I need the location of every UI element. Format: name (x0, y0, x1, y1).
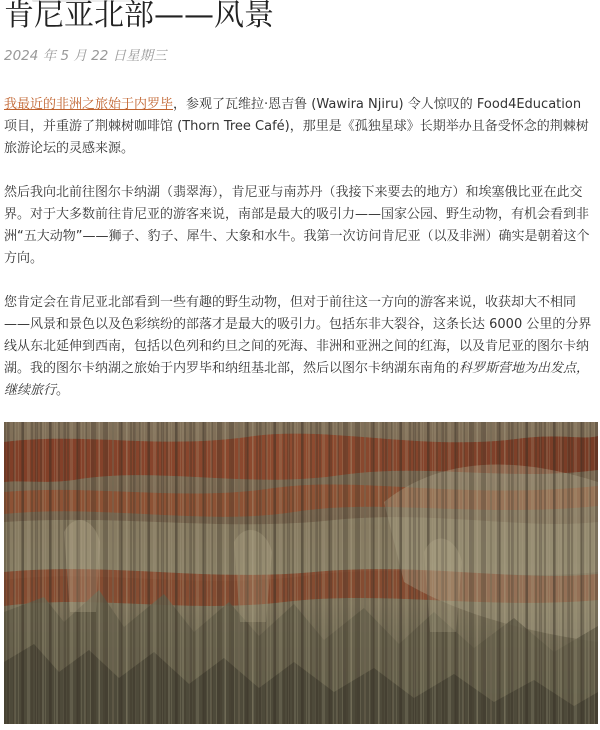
paragraph-2 (4, 182, 598, 270)
paragraph-3-text: 您肯定会在肯尼亚北部看到一些有趣的野生动物，但对于前往这一方向的游客来说，收获却大不相同——风景和景色以及色彩缤纷的部落才是最大的吸引力。包括东非大裂谷，这条长达 6000 公里的分界线从东北延伸到西南，包括以色列和约旦之间的死海、非洲和亚洲之间的红海，以及肯尼亚的图尔卡纳湖。我的图尔卡纳湖之旅始于内罗毕和纳纽基北部，然后以图尔卡纳湖东南角的 (4, 295, 592, 376)
eroded-canyon-image (4, 422, 598, 724)
paragraph-3-italic: 科罗斯营地为出发点，继续旅行 (4, 361, 590, 398)
paragraph-3 (4, 292, 598, 402)
article-title: 肯尼亚北部——风景 (4, 0, 274, 33)
paragraph-1-text: ，参观了瓦维拉·恩吉鲁 (Wawira Njiru) 令人惊叹的 Food4Education 项目，并重游了荆棘树咖啡馆 (Thorn Tree Café)，那里是《孤独星球》长期举办且备受怀念的荆棘树旅游论坛的灵感来源。 (4, 97, 589, 156)
paragraph-3-end: 。 (56, 383, 70, 398)
paragraph-2-text: 然后我向北前往图尔卡纳湖（翡翠海），肯尼亚与南苏丹（我接下来要去的地方）和埃塞俄比亚在此交界。对于大多数前往肯尼亚的游客来说，南部是最大的吸引力——国家公园、野生动物，有机会看到非洲“五大动物”——狮子、豹子、犀牛、大象和水牛。我第一次访问肯尼亚（以及非洲）确实是朝着这个方向。 (4, 185, 590, 266)
landscape-photo (4, 422, 598, 724)
paragraph-1 (4, 94, 598, 160)
article-body (4, 94, 598, 424)
nairobi-trip-link[interactable]: 我最近的非洲之旅始于内罗毕 (4, 97, 174, 112)
article-date: 2024 年 5 月 22 日星期三 (4, 48, 167, 64)
